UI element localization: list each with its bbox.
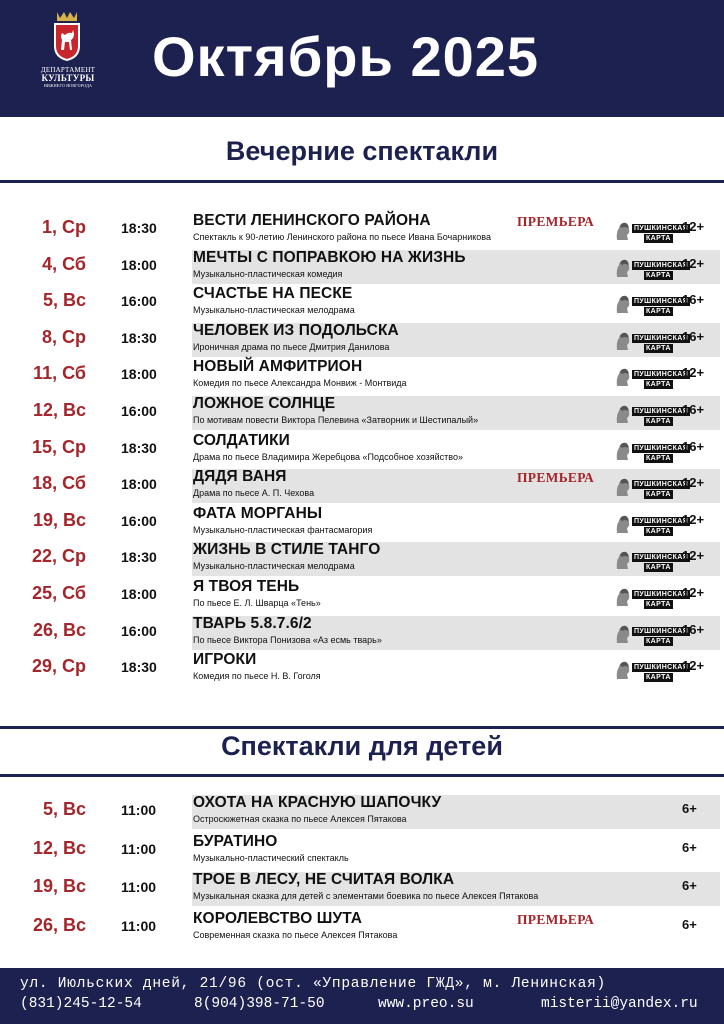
age-rating: 6+: [682, 878, 697, 893]
play-title: БУРАТИНО: [193, 832, 278, 850]
schedule-row: [0, 793, 724, 829]
pushkin-portrait-icon: [614, 476, 632, 498]
pushkin-portrait-icon: [614, 366, 632, 388]
show-date: 8, Ср: [41, 326, 86, 347]
premiere-badge: ПРЕМЬЕРА: [517, 470, 595, 486]
pushkin-card-label-1: ПУШКИНСКАЯ: [634, 444, 689, 452]
pushkin-card-label-2: КАРТА: [646, 418, 671, 425]
show-time: 18:30: [121, 549, 157, 566]
footer-phone-1[interactable]: (831)245-12-54: [20, 996, 142, 1012]
age-rating: 6+: [682, 801, 697, 816]
play-description: Комедия по пьесе Н. В. Гоголя: [193, 671, 321, 682]
pushkin-card-label-1: ПУШКИНСКАЯ: [634, 481, 689, 489]
show-date: 22, Ср: [31, 546, 86, 567]
logo-line-1: ДЕПАРТАМЕНТ: [40, 66, 96, 74]
show-date: 5, Вс: [42, 799, 86, 819]
show-time: 18:30: [121, 220, 157, 236]
schedule-row: [0, 504, 724, 540]
age-rating: 12+: [682, 548, 705, 564]
show-time: 11:00: [121, 840, 157, 857]
pushkin-card-label-1: ПУШКИНСКАЯ: [634, 408, 689, 415]
age-rating: 6+: [682, 839, 697, 855]
pushkin-card-label-1: ПУШКИНСКАЯ: [634, 627, 689, 635]
logo-line-3: НИЖНЕГО НОВГОРОДА: [43, 83, 93, 88]
pushkin-portrait-icon: [614, 330, 632, 352]
play-description: Музыкально-пластическая мелодрама: [193, 561, 355, 572]
coat-of-arms-icon: [52, 10, 82, 62]
show-time: 18:00: [121, 476, 157, 493]
show-time: 18:00: [121, 586, 157, 602]
header-banner: [0, 0, 724, 117]
pushkin-card-label-1: ПУШКИНСКАЯ: [634, 261, 689, 269]
show-time: 11:00: [121, 917, 157, 934]
schedule-row: [0, 614, 724, 650]
play-title: ФАТА МОРГАНЫ: [193, 504, 323, 522]
pushkin-portrait-icon: [614, 293, 632, 315]
show-date: 11, Сб: [33, 363, 86, 384]
pushkin-card-label-1: ПУШКИНСКАЯ: [634, 664, 689, 672]
department-logo: [38, 10, 98, 95]
pushkin-card-label-2: КАРТА: [646, 601, 671, 608]
show-date: 5, Вс: [42, 290, 86, 311]
pushkin-card-label-1: ПУШКИНСКАЯ: [634, 591, 689, 598]
schedule-row: [0, 540, 724, 576]
age-rating: 12+: [682, 255, 705, 271]
children-section-title: Спектакли для детей: [221, 731, 503, 761]
schedule-row: [0, 870, 724, 906]
schedule-row: [0, 321, 724, 357]
pushkin-portrait-icon: [614, 403, 632, 425]
page-title: Октябрь 2025: [152, 25, 540, 88]
children-divider: [0, 774, 724, 777]
age-rating: 12+: [682, 219, 705, 234]
show-date: 26, Вс: [32, 619, 86, 640]
show-time: 18:00: [121, 256, 157, 273]
pushkin-card-label-2: КАРТА: [646, 527, 671, 535]
play-title: ТРОЕ В ЛЕСУ, НЕ СЧИТАЯ ВОЛКА: [193, 871, 455, 888]
age-rating: 12+: [682, 365, 705, 381]
pushkin-portrait-icon: [614, 659, 632, 681]
age-rating: 12+: [682, 585, 705, 600]
play-description: Драма по пьесе А. П. Чехова: [193, 488, 315, 499]
age-rating: 6+: [682, 916, 697, 932]
pushkin-portrait-icon: [614, 257, 632, 279]
pushkin-portrait-icon: [614, 586, 632, 608]
premiere-badge: ПРЕМЬЕРА: [517, 911, 595, 927]
play-title: СЧАСТЬЕ НА ПЕСКЕ: [193, 285, 353, 303]
age-rating: 16+: [682, 438, 705, 454]
footer-address: ул. Июльских дней, 21/96 (ост. «Управление ГЖД», м. Ленинская): [20, 976, 606, 992]
pushkin-portrait-icon: [614, 440, 632, 462]
show-time: 18:30: [121, 329, 157, 346]
evening-section-title: Вечерние спектакли: [225, 136, 499, 166]
play-description: Музыкально-пластическая мелодрама: [193, 305, 355, 316]
schedule-row: [0, 284, 724, 320]
schedule-row: [0, 248, 724, 284]
schedule-row: [0, 394, 724, 430]
pushkin-card-label-2: КАРТА: [646, 454, 671, 462]
play-description: Драма по пьесе Владимира Жеребцова «Подсобное хозяйство»: [193, 451, 463, 462]
pushkin-portrait-icon: [614, 220, 632, 242]
show-time: 16:00: [121, 512, 157, 529]
play-description: Современная сказка по пьесе Алексея Пятакова: [193, 929, 398, 940]
schedule-row: [0, 467, 724, 503]
pushkin-card-label-2: КАРТА: [646, 308, 671, 316]
play-description: По пьесе Е. Л. Шварца «Тень»: [193, 598, 321, 608]
show-date: 4, Сб: [42, 253, 86, 274]
schedule-row: [0, 431, 724, 467]
show-time: 11:00: [121, 802, 157, 818]
schedule-row: [0, 650, 724, 686]
play-description: По мотивам повести Виктора Пелевина «Затворник и Шестипалый»: [193, 415, 479, 425]
play-title: Я ТВОЯ ТЕНЬ: [193, 578, 300, 595]
show-time: 16:00: [121, 293, 157, 310]
pushkin-card-label-1: ПУШКИНСКАЯ: [634, 298, 689, 306]
pushkin-card-label-1: ПУШКИНСКАЯ: [634, 517, 689, 525]
age-rating: 12+: [682, 658, 705, 674]
play-description: Комедия по пьесе Александра Монвиж - Монтвида: [193, 378, 407, 389]
pushkin-card-label-2: КАРТА: [646, 381, 671, 389]
play-description: Ироничная драма по пьесе Дмитрия Данилова: [193, 341, 390, 352]
play-title: ИГРОКИ: [193, 651, 257, 669]
footer-website-link[interactable]: www.preo.su: [378, 996, 474, 1012]
age-rating: 12+: [682, 511, 705, 527]
evening-divider: [0, 180, 724, 183]
logo-line-2: КУЛЬТУРЫ: [41, 73, 95, 83]
show-date: 12, Вс: [32, 400, 86, 420]
play-description: Музыкально-пластическая комедия: [193, 268, 343, 279]
pushkin-card-label-2: КАРТА: [646, 564, 671, 572]
show-date: 15, Ср: [31, 436, 86, 457]
footer-phone-2[interactable]: 8(904)398-71-50: [194, 996, 325, 1012]
pushkin-card-label-2: КАРТА: [646, 491, 671, 499]
pushkin-portrait-icon: [614, 513, 632, 535]
play-description: Спектакль к 90-летию Ленинского района по пьесе Ивана Бочарникова: [193, 232, 491, 242]
play-title: ВЕСТИ ЛЕНИНСКОГО РАЙОНА: [193, 212, 431, 229]
age-rating: 16+: [682, 292, 705, 308]
schedule-row: [0, 577, 724, 613]
show-time: 18:30: [121, 439, 157, 456]
play-title: ДЯДЯ ВАНЯ: [193, 468, 287, 486]
schedule-row: [0, 909, 724, 945]
play-title: ЧЕЛОВЕК ИЗ ПОДОЛЬСКА: [193, 321, 399, 339]
age-rating: 16+: [682, 328, 705, 344]
schedule-row: [0, 357, 724, 393]
footer: [0, 968, 724, 1024]
children-divider-top: [0, 726, 724, 729]
footer-email-link[interactable]: misterii@yandex.ru: [541, 996, 698, 1012]
pushkin-card-label-1: ПУШКИНСКАЯ: [634, 554, 689, 562]
show-date: 29, Ср: [31, 656, 86, 677]
pushkin-card-label-2: КАРТА: [646, 344, 671, 352]
show-date: 25, Сб: [32, 583, 86, 603]
show-date: 26, Вс: [32, 914, 86, 935]
show-time: 16:00: [121, 403, 157, 419]
play-description: Музыкально-пластическая фантасмагория: [193, 524, 373, 535]
play-description: Музыкально-пластический спектакль: [193, 852, 349, 863]
schedule-row: [0, 832, 724, 868]
show-date: 18, Сб: [32, 473, 86, 494]
show-date: 19, Вс: [32, 876, 86, 896]
pushkin-card-label-1: ПУШКИНСКАЯ: [634, 225, 689, 232]
play-title: ЛОЖНОЕ СОЛНЦЕ: [193, 395, 336, 412]
pushkin-card-label-1: ПУШКИНСКАЯ: [634, 334, 689, 342]
play-title: МЕЧТЫ С ПОПРАВКОЮ НА ЖИЗНЬ: [193, 248, 466, 266]
show-date: 1, Ср: [41, 217, 86, 237]
show-date: 12, Вс: [32, 837, 86, 858]
pushkin-card-label-2: КАРТА: [646, 637, 671, 645]
pushkin-card-label-2: КАРТА: [646, 271, 671, 279]
show-time: 18:00: [121, 366, 157, 383]
play-title: НОВЫЙ АМФИТРИОН: [193, 358, 363, 376]
premiere-badge: ПРЕМЬЕРА: [517, 214, 595, 229]
play-description: По пьесе Виктора Понизова «Аз есмь тварь»: [193, 634, 382, 645]
play-title: ТВАРЬ 5.8.7.6/2: [193, 614, 312, 632]
show-time: 18:30: [121, 659, 157, 676]
play-title: КОРОЛЕВСТВО ШУТА: [193, 909, 363, 927]
age-rating: 16+: [682, 621, 705, 637]
pushkin-card-label-2: КАРТА: [646, 235, 671, 242]
show-time: 16:00: [121, 622, 157, 639]
schedule-row: [0, 211, 724, 247]
show-date: 19, Вс: [32, 509, 86, 530]
play-title: СОЛДАТИКИ: [193, 431, 290, 449]
pushkin-card-label-2: КАРТА: [646, 674, 671, 682]
pushkin-card-label-1: ПУШКИНСКАЯ: [634, 371, 689, 379]
play-title: ЖИЗНЬ В СТИЛЕ ТАНГО: [193, 541, 381, 559]
age-rating: 12+: [682, 475, 705, 491]
play-title: ОХОТА НА КРАСНУЮ ШАПОЧКУ: [193, 794, 442, 811]
play-description: Музыкальная сказка для детей с элементами боевика по пьесе Алексея Пятакова: [193, 891, 539, 901]
pushkin-portrait-icon: [614, 549, 632, 571]
age-rating: 16+: [682, 402, 705, 417]
show-time: 11:00: [121, 879, 157, 895]
play-description: Остросюжетная сказка по пьесе Алексея Пятакова: [193, 814, 407, 824]
pushkin-portrait-icon: [614, 623, 632, 645]
